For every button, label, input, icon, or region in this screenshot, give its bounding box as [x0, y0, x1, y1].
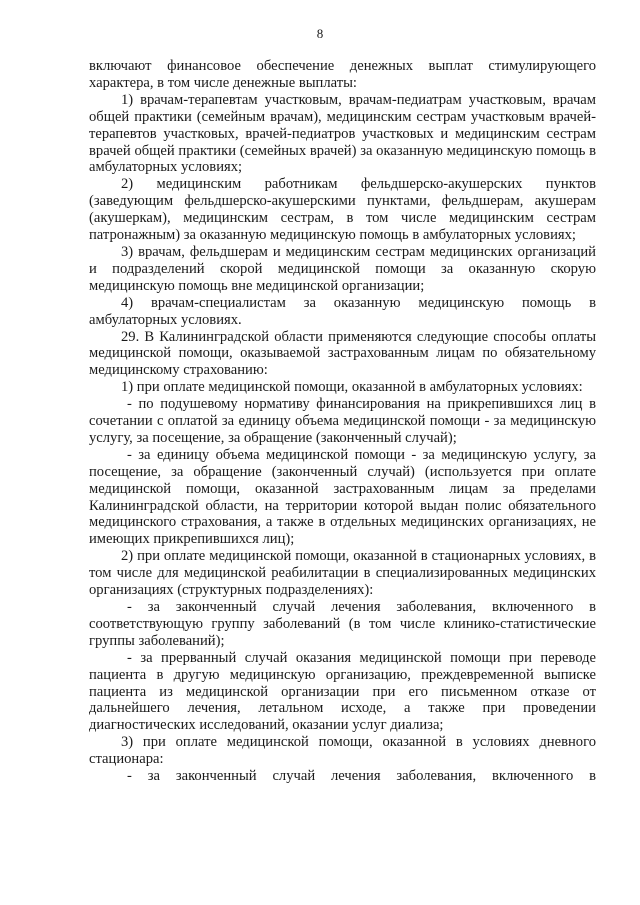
paragraph-day-hospital: 3) при оплате медицинской помощи, оказанной в условиях дневного стационара:	[89, 734, 596, 768]
paragraph-intro: включают финансовое обеспечение денежных выплат стимулирующего характера, в том числе денежные выплаты:	[89, 58, 596, 91]
paragraph-item-3: 3) врачам, фельдшерам и медицинским сестрам медицинских организаций и подразделений скорой медицинской помощи за оказанную скорую медицинскую помощь вне медицинской организации;	[89, 243, 596, 294]
paragraph-ambulatory: 1) при оплате медицинской помощи, оказанной в амбулаторных условиях:	[121, 379, 583, 396]
paragraph-inpatient: 2) при оплате медицинской помощи, оказанной в стационарных условиях, в том числе для медицинской реабилитации в специализированных медицинских организациях (структурных подразделениях):	[89, 548, 596, 599]
paragraph-section-29: 29. В Калининградской области применяются следующие способы оплаты медицинской помощи, оказываемой застрахованным лицам по обязательному медицинскому страхованию:	[89, 328, 596, 379]
paragraph-inpatient-interrupted: - за прерванный случай оказания медицинской помощи при переводе пациента в другую медицинскую организацию, преждевременной выписке пациента из медицинской организации при его письменном отказе от дальнейшего лечения, летальном исходе, а также при проведении диагностических исследований, оказании услуг диализа;	[89, 649, 596, 734]
paragraph-item-1: 1) врачам-терапевтам участковым, врачам-педиатрам участковым, врачам общей практики (семейным врачам), медицинским сестрам участковым врачей-терапевтов участковых, врачей-педиатров участковых и медицинским сестрам врачей общей практики (семейных врачей) за оказанную медицинскую помощь в амбулаторных условиях;	[89, 91, 596, 176]
paragraph-item-2: 2) медицинским работникам фельдшерско-акушерских пунктов (заведующим фельдшерско-акушерскими пунктами, фельдшерам, акушерам (акушеркам), медицинским сестрам, в том числе медицинским сестрам патронажным) за оказанную медицинскую помощь в амбулаторных условиях;	[89, 176, 596, 244]
paragraph-item-4: 4) врачам-специалистам за оказанную медицинскую помощь в амбулаторных условиях.	[89, 294, 596, 328]
paragraph-ambulatory-per-capita: - по подушевому нормативу финансирования на прикрепившихся лиц в сочетании с оплатой за единицу объема медицинской помощи - за медицинскую услугу, за посещение, за обращение (законченный случай);	[89, 396, 596, 446]
document-body	[89, 58, 596, 785]
paragraph-inpatient-completed: - за законченный случай лечения заболевания, включенного в соответствующую группу заболеваний (в том числе клинико-статистические группы заболеваний);	[89, 599, 596, 649]
paragraph-day-hospital-completed: - за законченный случай лечения заболевания, включенного в	[127, 768, 596, 785]
paragraph-ambulatory-per-unit: - за единицу объема медицинской помощи - за медицинскую услугу, за посещение, за обращение (законченный случай) (используется при оплате медицинской помощи, оказанной застрахованным лицам за пределами Калининградской области, на территории которой выдан полис обязательного медицинского страхования, а также в отдельных медицинских организациях, не имеющих прикрепившихся лиц);	[89, 446, 596, 548]
page-number: 8	[316, 26, 324, 41]
